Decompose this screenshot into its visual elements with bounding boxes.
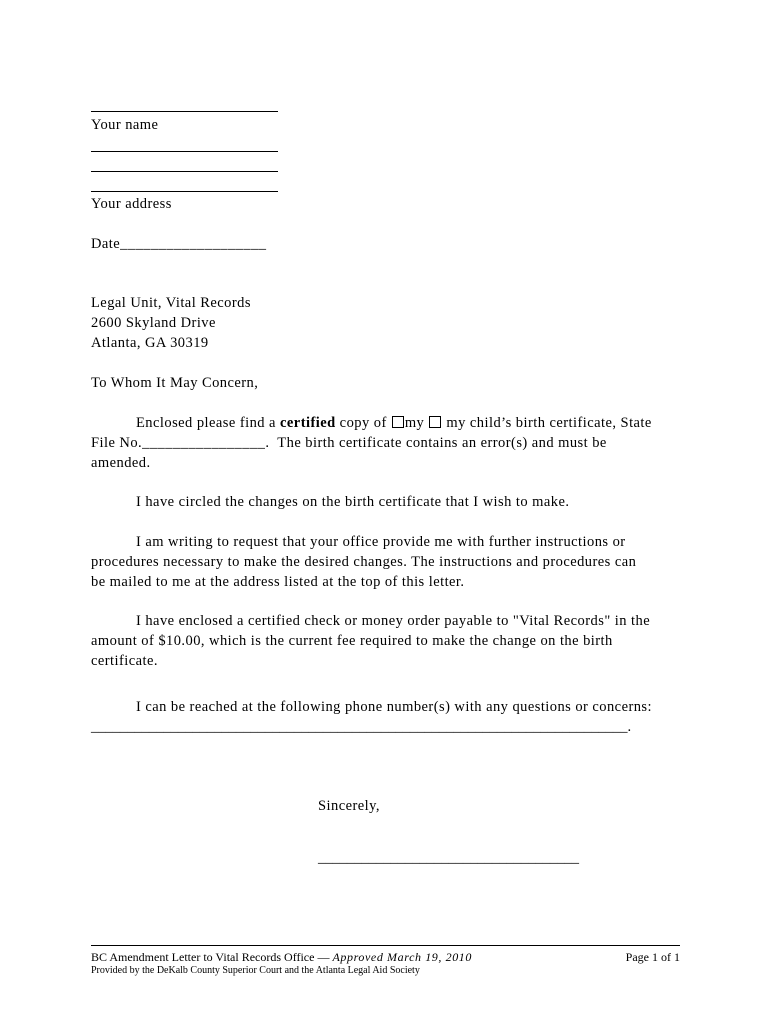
date-blank[interactable]: ___________________ bbox=[120, 236, 267, 252]
recipient-line-3: Atlanta, GA 30319 bbox=[91, 335, 209, 351]
para3-line-2: procedures necessary to make the desired changes. The instructions and procedures can bbox=[91, 554, 637, 570]
footer-rule bbox=[91, 945, 680, 946]
phone-blank[interactable]: __________________________________________________________________________. bbox=[91, 719, 632, 735]
your-address-label: Your address bbox=[91, 196, 172, 212]
para1-line-2 bbox=[91, 433, 607, 453]
date-line bbox=[91, 234, 266, 254]
footer-doc-title: BC Amendment Letter to Vital Records Office bbox=[91, 950, 315, 964]
para4-line-1: I have enclosed a certified check or money order payable to "Vital Records" in the bbox=[136, 613, 651, 629]
address-blank-line-2[interactable] bbox=[91, 171, 278, 172]
option-my-child-label: my child’s birth certificate, State bbox=[442, 415, 652, 431]
salutation: To Whom It May Concern, bbox=[91, 375, 259, 391]
your-name-label: Your name bbox=[91, 117, 159, 133]
signature-line[interactable]: ____________________________________ bbox=[318, 850, 579, 866]
para4-line-3: certificate. bbox=[91, 653, 158, 669]
date-label: Date bbox=[91, 236, 121, 252]
file-no-blank[interactable]: ________________ bbox=[142, 435, 266, 451]
footer-title bbox=[91, 950, 472, 965]
footer-dash: — bbox=[314, 950, 333, 964]
certified-emphasis: certified bbox=[280, 415, 336, 431]
closing: Sincerely, bbox=[318, 798, 380, 814]
name-blank-line[interactable] bbox=[91, 111, 278, 112]
para5-line-1: I can be reached at the following phone number(s) with any questions or concerns: bbox=[136, 699, 653, 715]
para4-line-2: amount of $10.00, which is the current fee required to make the change on the birth bbox=[91, 633, 613, 649]
footer-approved-date: Approved March 19, 2010 bbox=[332, 950, 473, 964]
para1-rest: . The birth certificate contains an error(s) and must be bbox=[265, 435, 607, 451]
para1-line-3: amended. bbox=[91, 455, 151, 471]
footer-provided-by: Provided by the DeKalb County Superior Court and the Atlanta Legal Aid Society bbox=[91, 965, 420, 976]
address-blank-line-1[interactable] bbox=[91, 151, 278, 152]
para3-line-3: be mailed to me at the address listed at the top of this letter. bbox=[91, 574, 465, 590]
para1-lead: Enclosed please find a bbox=[136, 415, 281, 431]
recipient-line-2: 2600 Skyland Drive bbox=[91, 315, 216, 331]
checkbox-my-child[interactable] bbox=[429, 416, 441, 428]
para2-line: I have circled the changes on the birth certificate that I wish to make. bbox=[136, 494, 570, 510]
file-no-label: File No. bbox=[91, 435, 143, 451]
option-my-label: my bbox=[404, 415, 429, 431]
para1-after-bold: copy of bbox=[335, 415, 391, 431]
recipient-line-1: Legal Unit, Vital Records bbox=[91, 295, 251, 311]
checkbox-my[interactable] bbox=[392, 416, 404, 428]
para3-line-1: I am writing to request that your office provide me with further instructions or bbox=[136, 534, 626, 550]
para1-line-1 bbox=[136, 413, 652, 433]
address-blank-line-3[interactable] bbox=[91, 191, 278, 192]
page-number: Page 1 of 1 bbox=[625, 950, 680, 964]
